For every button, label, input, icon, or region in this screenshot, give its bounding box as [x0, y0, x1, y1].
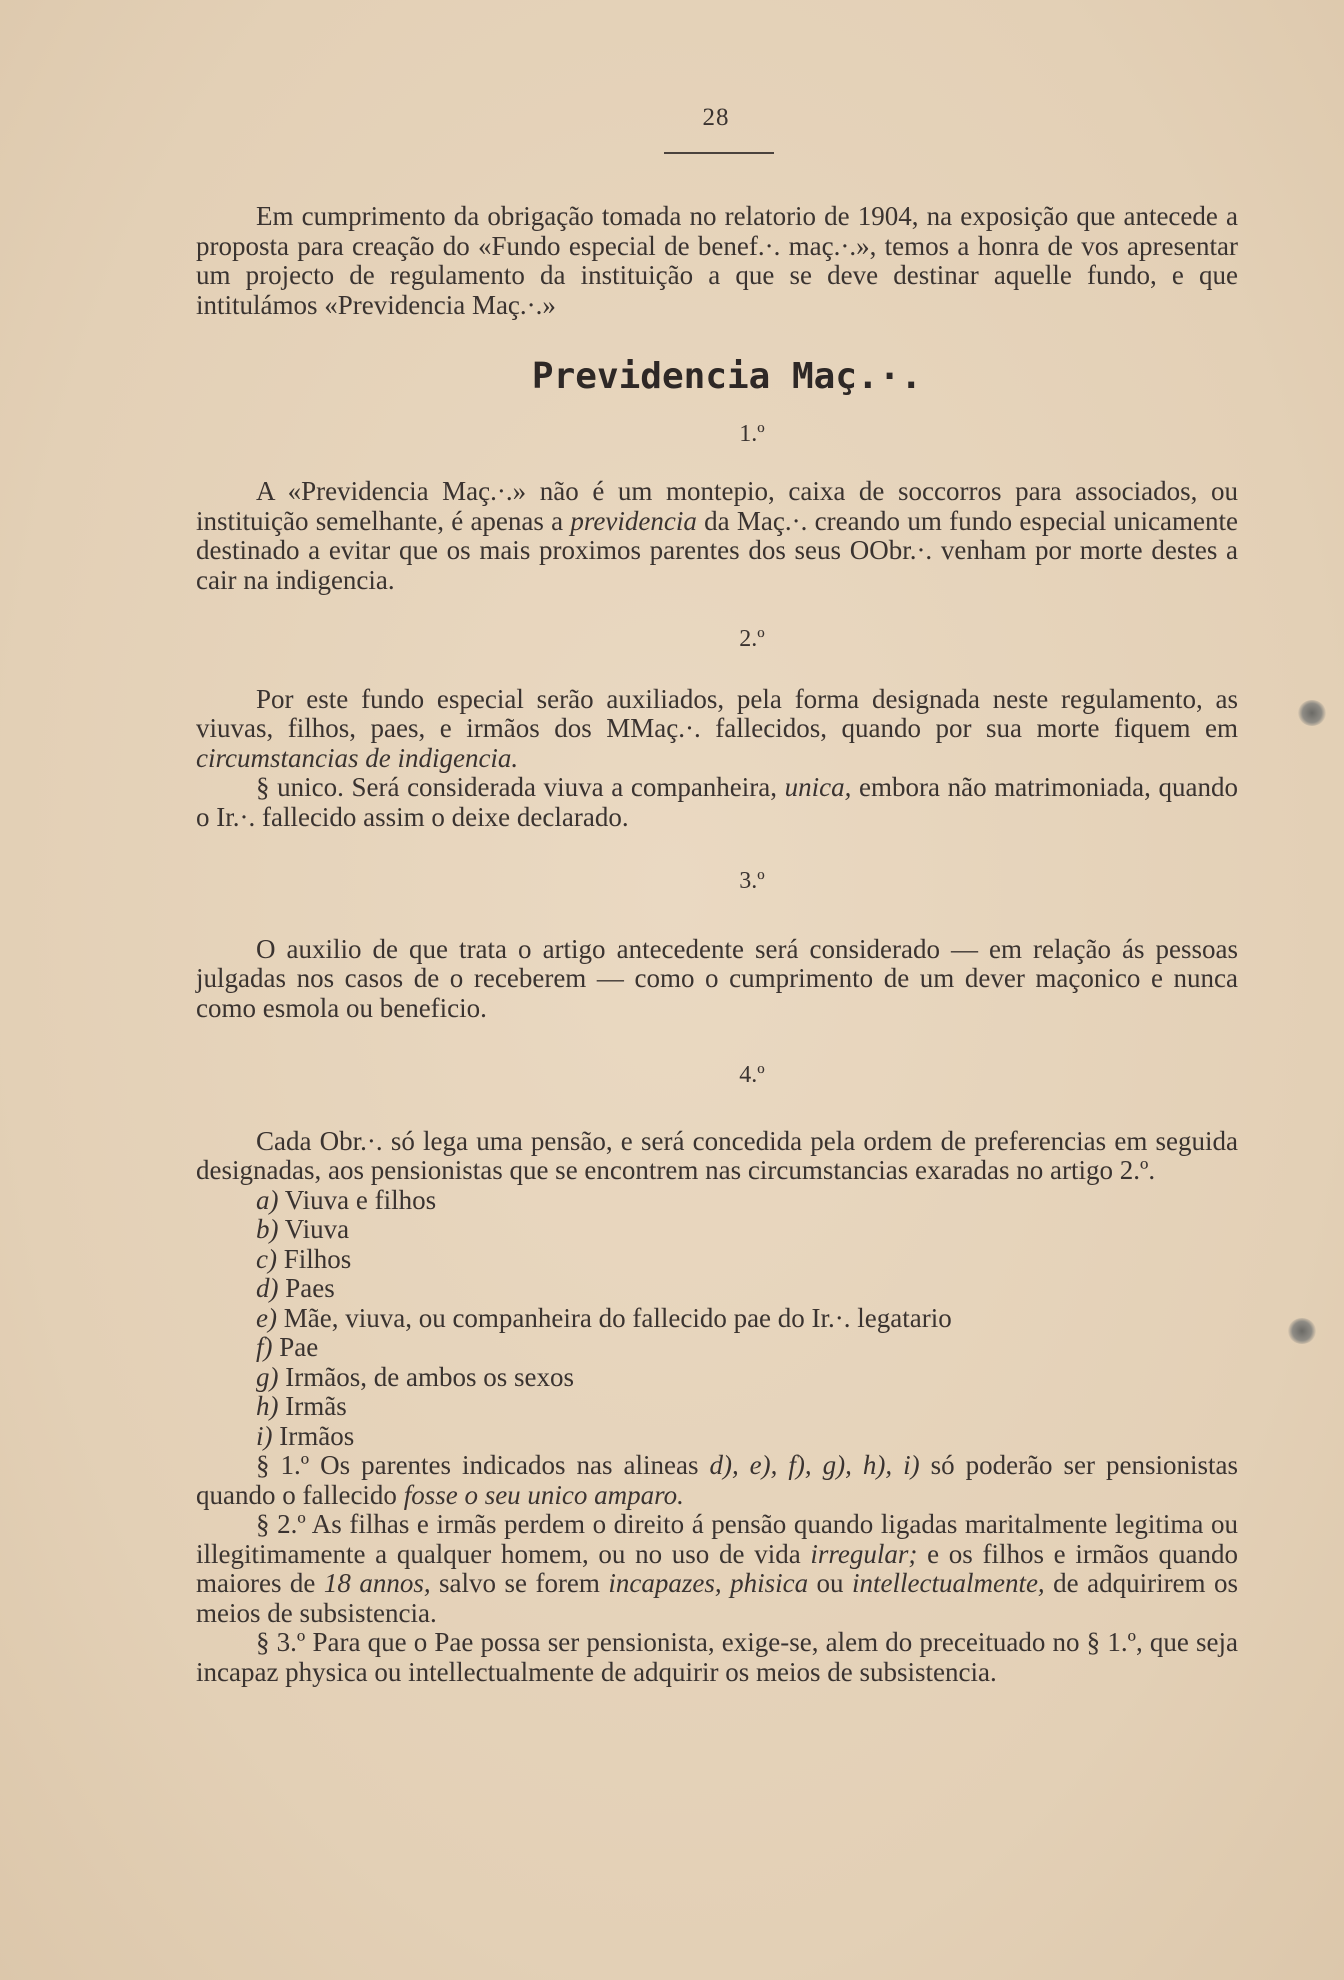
list-item: e) Mãe, viuva, ou companheira do fallecido pae do Ir.·. legatario — [256, 1302, 952, 1333]
list-item: i) Irmãos — [256, 1420, 355, 1451]
article-2-paragraph-unico: § unico. Será considerada viuva a companheira, unica, embora não matrimoniada, quando o Ir.·. fallecido assim o deixe declarado. — [196, 772, 1238, 832]
document-body — [196, 202, 1238, 1687]
article-4-paragraph-1: § 1.º Os parentes indicados nas alineas d), e), f), g), h), i) só poderão ser pensionistas quando o fallecido fosse o seu unico amparo. — [196, 1450, 1238, 1510]
article-number: 4.º — [739, 1062, 765, 1088]
document-title: Previdencia Maç.·. — [531, 356, 923, 397]
intro-paragraph: Em cumprimento da obrigação tomada no relatorio de 1904, na exposição que antecede a proposta para creação do «Fundo especial de benef.·. maç.·.», temos a honra de vos apresentar um projecto de regulamento da instituição a que se deve destinar aquelle fundo, e que intitulámos «Previdencia Maç.·.» — [196, 201, 1238, 320]
list-item: c) Filhos — [256, 1243, 352, 1274]
list-item: f) Pae — [256, 1332, 319, 1362]
article-4-paragraph-2: § 2.º As filhas e irmãs perdem o direito á pensão quando ligadas maritalmente legitima ou illegitimamente a qualquer homem, ou no uso de vida irregular; e os filhos e irmãos quando maiores de 18 annos, salvo se forem incapazes, phisica ou intellectualmente, de adquirirem os meios de subsistencia. — [196, 1509, 1239, 1628]
preference-list — [196, 1186, 1238, 1452]
list-item: d) Paes — [256, 1273, 335, 1303]
paper-stain — [1288, 1318, 1316, 1344]
article-4-text: Cada Obr.·. só lega uma pensão, e será concedida pela ordem de preferencias em seguida designadas, aos pensionistas que se encontrem nas circumstancias exaradas no artigo 2.º. — [196, 1125, 1238, 1185]
article-number: 2.º — [739, 626, 765, 652]
list-item: g) Irmãos, de ambos os sexos — [256, 1361, 574, 1392]
article-number: 3.º — [739, 868, 765, 894]
list-item: b) Viuva — [256, 1214, 350, 1244]
list-item: a) Viuva e filhos — [256, 1184, 437, 1215]
article-number: 1.º — [739, 420, 765, 447]
page-number: 28 — [702, 104, 730, 131]
article-3-text: O auxilio de que trata o artigo antecedente será considerado — em relação ás pessoas julgadas nos casos de o receberem — como o cumprimento de um dever maçonico e nunca como esmola ou beneficio. — [196, 933, 1238, 1023]
article-2-text: Por este fundo especial serão auxiliados, pela forma designada neste regulamento, as viuvas, filhos, paes, e irmãos dos MMaç.·. fallecidos, quando por sua morte fiquem em circumstancias de indigencia. — [196, 683, 1238, 773]
list-item: h) Irmãs — [256, 1391, 347, 1421]
article-4-paragraph-3: § 3.º Para que o Pae possa ser pensionista, exige-se, alem do preceituado no § 1.º, que seja incapaz physica ou intellectualmente de adquirir os meios de subsistencia. — [196, 1627, 1238, 1687]
header-rule — [664, 152, 774, 154]
paper-stain — [1298, 700, 1326, 726]
article-1-text: A «Previdencia Maç.·.» não é um montepio, caixa de soccorros para associados, ou instituição semelhante, é apenas a previdencia da Maç.·. creando um fundo especial unicamente destinado a evitar que os mais proximos parentes dos seus OObr.·. venham por morte destes a cair na indigencia. — [196, 476, 1238, 595]
